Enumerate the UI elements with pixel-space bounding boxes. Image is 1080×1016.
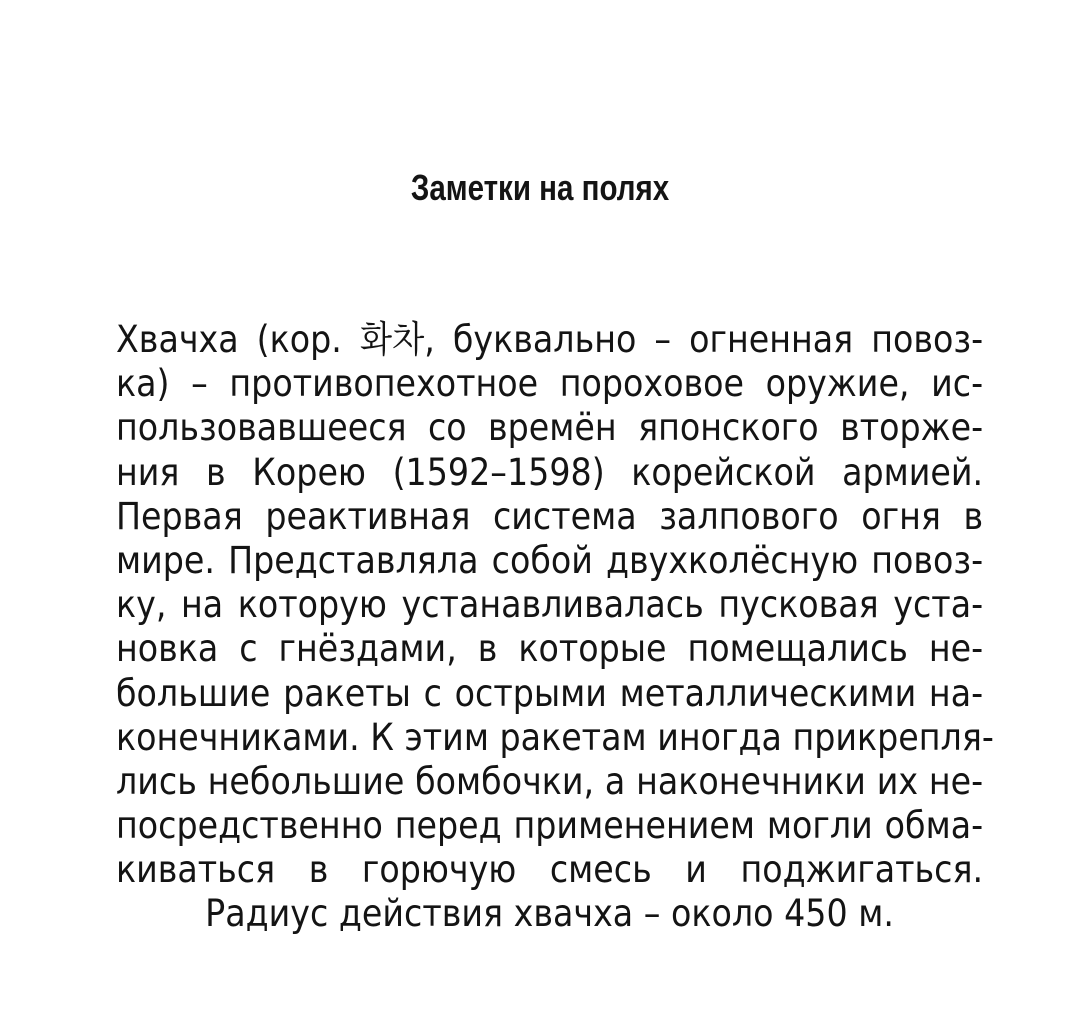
body-line xyxy=(116,672,984,716)
body-line xyxy=(116,539,984,583)
body-line xyxy=(116,715,994,760)
body-line-text: мире. Представляла собой двухколёсную повоз- xyxy=(116,538,984,582)
body-line xyxy=(116,760,984,804)
body-line xyxy=(116,495,984,539)
body-line-text: конечниками. К этим ракетам иногда прикрепля- xyxy=(116,715,994,759)
body-line-text: киваться в горючую смесь и поджигаться. xyxy=(116,848,984,892)
body-line-text: Радиус действия хвачха – около 450 м. xyxy=(205,892,894,936)
body-line xyxy=(116,627,984,671)
body-line xyxy=(116,406,984,450)
body-line xyxy=(116,362,984,406)
body-line-text: посредственно перед применением могли обма- xyxy=(116,804,984,848)
body-line xyxy=(116,318,984,362)
note-title: Заметки на полях xyxy=(410,167,670,208)
body-line-text: ния в Корею (1592–1598) корейской армией. xyxy=(116,450,984,494)
note-body xyxy=(116,318,994,937)
body-line-text: большие ракеты с острыми металлическими на- xyxy=(116,671,984,715)
body-line xyxy=(116,451,984,495)
body-line xyxy=(116,848,984,892)
body-line xyxy=(116,804,984,848)
body-line xyxy=(116,583,984,627)
body-line-last xyxy=(116,892,984,936)
body-line-text: лись небольшие бомбочки, а наконечники их не- xyxy=(116,759,984,803)
body-line-text: ка) – противопехотное пороховое оружие, ис- xyxy=(116,362,984,406)
body-line-text: ку, на которую устанавливалась пусковая уста- xyxy=(116,583,984,627)
body-line-text: Хвачха (кор. 화차, буквально – огненная повоз- xyxy=(116,318,984,361)
body-line-text: Первая реактивная система залпового огня в xyxy=(116,494,984,538)
body-line-text: пользовавшееся со времён японского вторже- xyxy=(116,406,984,450)
body-line-text: новка с гнёздами, в которые помещались не- xyxy=(116,627,984,671)
